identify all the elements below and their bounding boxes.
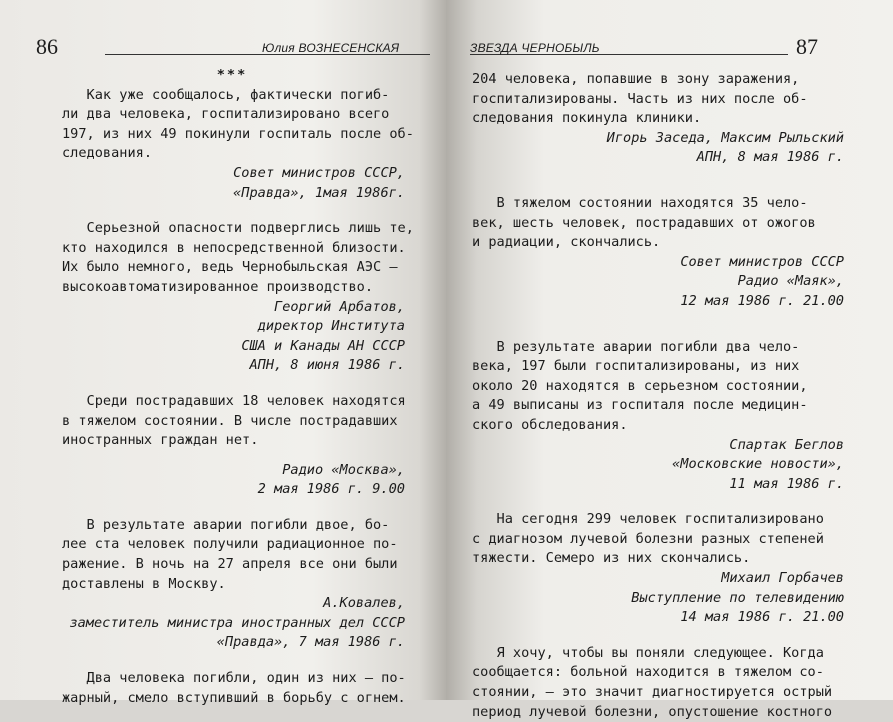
right-page-body <box>472 70 844 722</box>
attribution-line: Спартак Беглов <box>729 436 844 453</box>
text-line: ского обследования. <box>472 416 628 433</box>
paragraph-gap <box>472 628 844 644</box>
text-line: сообщается: больной находится в тяжелом со- <box>472 664 824 681</box>
paragraph-gap <box>472 328 844 338</box>
text-line: стоянии, — это значит диагностируется острый <box>472 684 833 701</box>
paragraph-gap <box>62 376 414 392</box>
attribution-line: Радио «Москва», <box>282 461 405 478</box>
text-line: ли два человека, госпитализировано всего <box>62 106 390 123</box>
attribution-line: Радио «Маяк», <box>737 273 844 290</box>
text-line: лее ста человек получили радиационное по- <box>62 536 398 553</box>
text-line: Среди пострадавших 18 человек находятся <box>62 392 406 409</box>
text-line: иностранных граждан нет. <box>62 432 259 449</box>
paragraph-gap <box>472 312 844 328</box>
left-running-head: Юлия ВОЗНЕСЕНСКАЯ <box>262 41 400 55</box>
paragraph-gap <box>62 203 414 219</box>
text-line: тяжести. Семеро из них скончались. <box>472 550 751 567</box>
text-line: Я хочу, чтобы вы поняли следующее. Когда <box>472 644 824 661</box>
text-line: 204 человека, попавшие в зону заражения, <box>472 71 800 87</box>
attribution-line: 14 мая 1986 г. 21.00 <box>680 609 844 626</box>
attribution-line: Совет министров СССР <box>680 253 844 270</box>
text-line: ражение. В ночь на 27 апреля все они были <box>62 556 398 573</box>
attribution-line: АПН, 8 мая 1986 г. <box>696 149 844 166</box>
text-line: доставлены в Москву. <box>62 575 226 592</box>
attribution-line: Совет министров СССР, <box>233 164 405 181</box>
right-page <box>446 0 893 720</box>
paragraph-gap <box>62 653 414 669</box>
attribution-line: Выступление по телевидению <box>631 589 844 606</box>
left-page-header <box>0 34 446 58</box>
text-line: В тяжелом состоянии находятся 35 чело- <box>472 194 808 211</box>
left-page-body <box>62 66 414 708</box>
text-line: На сегодня 299 человек госпитализировано <box>472 511 824 528</box>
attribution-line: Михаил Горбачев <box>721 570 844 587</box>
text-line: жарный, смело вступивший в борьбу с огнем. <box>62 689 406 706</box>
text-line: в тяжелом состоянии. В числе пострадавших <box>62 412 398 429</box>
attribution-line: АПН, 8 июня 1986 г. <box>249 357 405 374</box>
text-line: века, 197 были госпитализированы, из них <box>472 358 800 375</box>
text-line: век, шесть человек, пострадавших от ожогов <box>472 214 816 231</box>
text-line: высокоавтоматизированное производство. <box>62 278 373 295</box>
text-line: В результате аварии погибли два чело- <box>472 338 800 355</box>
section-separator: *** <box>216 67 248 83</box>
text-line: период лучевой болезни, опустошение костного <box>472 703 833 720</box>
text-line: госпитализированы. Часть из них после об- <box>472 90 808 107</box>
text-line: около 20 находятся в серьезном состоянии, <box>472 377 808 394</box>
text-line: Серьезной опасности подверглись лишь те, <box>62 220 414 237</box>
right-page-header <box>446 34 893 58</box>
attribution-line: 12 мая 1986 г. 21.00 <box>680 292 844 309</box>
text-line: следования. <box>62 145 153 162</box>
attribution-line: «Правда», 1мая 1986г. <box>233 184 405 201</box>
text-line: Два человека погибли, один из них — по- <box>62 670 406 687</box>
paragraph-gap <box>472 168 844 184</box>
paragraph-gap <box>472 494 844 510</box>
attribution-line: 11 мая 1986 г. <box>729 475 844 492</box>
attribution-line: «Московские новости», <box>672 456 844 473</box>
text-line: следования покинула клиники. <box>472 110 702 127</box>
paragraph-gap <box>62 451 414 461</box>
attribution-line: заместитель министра иностранных дел СССР <box>69 614 405 631</box>
paragraph-gap <box>472 184 844 194</box>
attribution-line: «Правда», 7 мая 1986 г. <box>216 634 405 651</box>
paragraph-gap <box>62 500 414 516</box>
attribution-line: США и Канады АН СССР <box>241 337 405 354</box>
text-line: а 49 выписаны из госпиталя после медицин- <box>472 397 808 414</box>
text-line: Их было немного, ведь Чернобыльская АЭС — <box>62 259 398 276</box>
left-page-number: 86 <box>36 34 58 59</box>
right-running-head: ЗВЕЗДА ЧЕРНОБЫЛЬ <box>470 41 600 55</box>
attribution-line: Игорь Заседа, Максим Рыльский <box>606 129 844 146</box>
right-page-number: 87 <box>796 34 818 59</box>
text-line: кто находился в непосредственной близости. <box>62 239 406 256</box>
text-line: 197, из них 49 покинули госпиталь после об- <box>62 125 414 142</box>
attribution-line: Георгий Арбатов, <box>274 298 405 315</box>
left-page <box>0 0 446 706</box>
text-line: и радиации, скончались. <box>472 234 661 251</box>
attribution-line: директор Института <box>257 318 405 335</box>
text-line: Как уже сообщалось, фактически погиб- <box>62 86 390 103</box>
attribution-line: 2 мая 1986 г. 9.00 <box>257 481 405 498</box>
attribution-line: А.Ковалев, <box>323 595 405 612</box>
text-line: с диагнозом лучевой болезни разных степеней <box>472 530 824 547</box>
text-line: В результате аварии погибли двое, бо- <box>62 516 390 533</box>
